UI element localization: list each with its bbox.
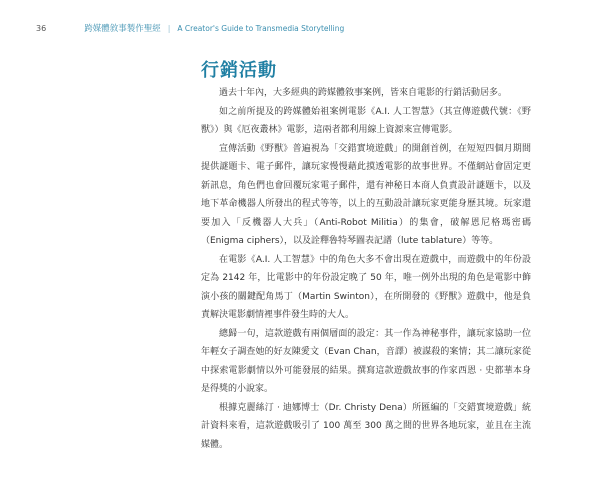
book-subtitle: A Creator's Guide to Transmedia Storytelling — [177, 23, 345, 33]
paragraph: 宣傳活動《野獸》普遍視為「交錯實境遊戲」的開創首例，在短短四個月期間提供謎題卡、電子郵件，讓玩家慢慢藉此摸透電影的故事世界。不僅網站會固定更新訊息，角色們也會回覆玩家電子郵件，還有神秘日本商人負責設計謎題卡，以及地下革命機器人所發出的程式等等，以上的互動設計讓玩家更能身歷其境。玩家還要加入「反機器人大兵」（Anti-Robot Militia）的集會，破解恩尼格瑪密碼（Enigma ciphers），以及詮釋魯特琴圖表記譜（lute tablature）等等。 — [201, 143, 531, 246]
running-header — [36, 21, 344, 35]
paragraph: 過去十年內，大多經典的跨媒體敘事案例，皆來自電影的行銷活動居多。 — [219, 88, 508, 98]
paragraph: 如之前所提及的跨媒體始祖案例電影《A.I. 人工智慧》（其宣傳遊戲代號：《野獸》）與《厄夜叢林》電影，這兩者都利用線上資源來宣傳電影。 — [201, 106, 531, 135]
header-divider: | — [167, 23, 171, 33]
body-text — [201, 84, 531, 454]
paragraph: 根據克麗絲汀 · 迪娜博士（Dr. Christy Dena）所匯編的「交錯實境遊戲」統計資料來看，這款遊戲吸引了 100 萬至 300 萬之間的世界各地玩家，並且在主流媒體。 — [201, 402, 531, 450]
paragraph: 在電影《A.I. 人工智慧》中的角色大多不會出現在遊戲中，而遊戲中的年份設定為 2142 年，比電影中的年份設定晚了 50 年，唯一例外出現的角色是電影中飾演小孩的關鍵配角馬丁（Martin Swinton），在所開發的《野獸》遊戲中，他是負責解決電影劇情裡事件發生時的大人。 — [201, 254, 531, 320]
page-number: 36 — [36, 23, 47, 33]
paragraph: 總歸一句，這款遊戲有兩個層面的設定：其一作為神秘事件，讓玩家協助一位年輕女子調查她的好友陳愛文（Evan Chan，音譯）被謀殺的案情；其二讓玩家從中探索電影劇情以外可能發展的結果。撰寫這款遊戲故事的作家西恩 · 史都華本身是得獎的小說家。 — [201, 328, 531, 394]
book-title: 跨媒體敘事製作聖經 — [84, 24, 161, 34]
section-title: 行銷活動 — [201, 60, 277, 81]
